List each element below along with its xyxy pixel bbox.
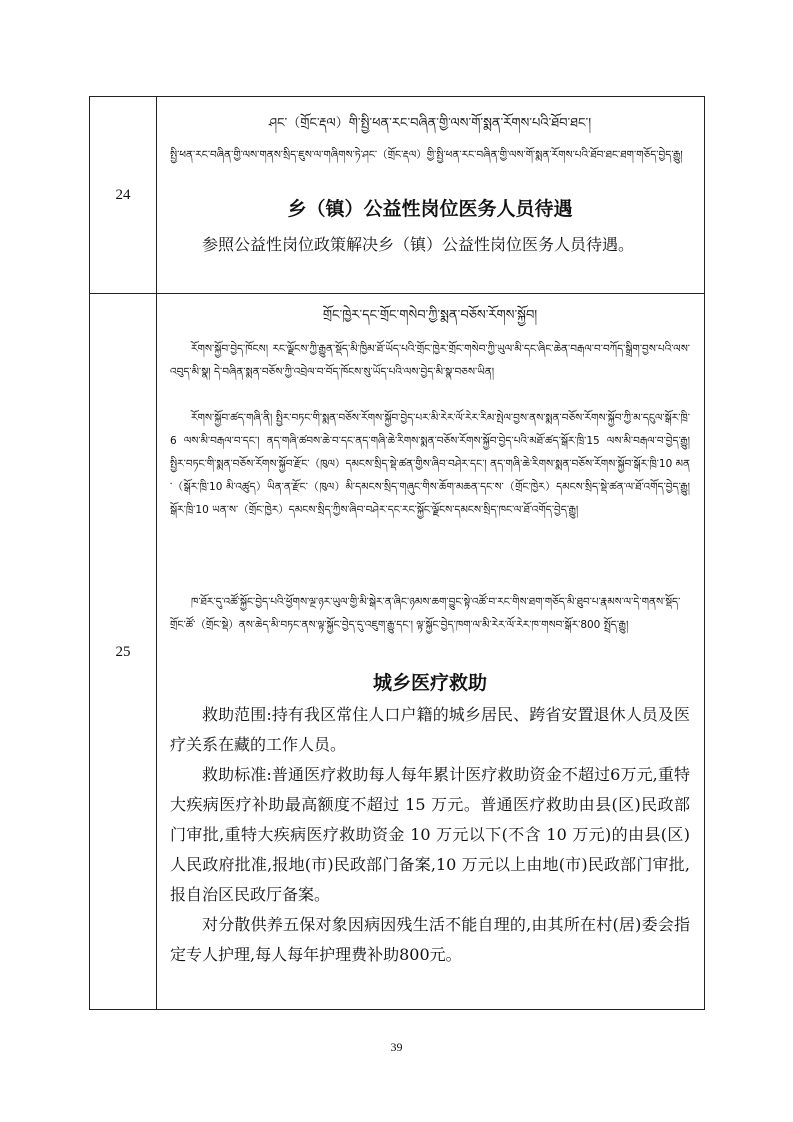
benefits-table [89,96,705,1010]
row-content [156,97,704,293]
chinese-paragraph: 对分散供养五保对象因病因残生活不能自理的,由其所在村(居)委会指定专人护理,每人每年护理费补助800元。 [170,915,690,964]
tibetan-paragraph: སྤྱི་ཕན་རང་བཞིན་གྱི་ལས་གནས་སྲིད་ཇུས་ལ་གཞིགས་ཏེ་ཤང་（གྲོང་རྡལ）གྱི་སྤྱི་ཕན་རང་བཞིན་གྱི་ལས་གོ་སྨན་རོགས་པའི་ཐོབ་ཐང་ཐག་གཅོད་བྱེད་རྒྱུ། [170,149,683,161]
chinese-paragraph: 救助标准:普通医疗救助每人每年累计医疗救助资金不超过6万元,重特大疾病医疗补助最高额度不超过 15 万元。普通医疗救助由县(区)民政部门审批,重特大疾病医疗救助资金 10 万元以下(不含 10 万元)的由县(区)人民政府批准,报地(市)民政部门备案,10 万元以上由地(市)民政部门审批,报自治区民政厅备案。 [170,765,690,904]
tibetan-heading: གྲོང་ཁྱེར་དང་གྲོང་གསེབ་ཀྱི་སྨན་བཅོས་རོགས་སྐྱོབ། [322,308,538,323]
page-number: 39 [390,1040,403,1054]
chinese-heading: 乡（镇）公益性岗位医务人员待遇 [287,198,573,220]
row-number: 25 [90,294,157,1010]
chinese-paragraph: 参照公益性岗位政策解决乡（镇）公益性岗位医务人员待遇。 [202,235,635,254]
table-row [90,97,704,294]
tibetan-paragraph: ཁ་ཐོར་དུ་འཚོ་སྐྱོང་བྱེད་པའི་ཕྱོགས་ལྔ་ཉར་ཡུལ་གྱི་མི་སྒེར་ན་ཞིང་ཉམས་ཆག་བྱུང་སྟེ་འཚོ་བ་རང་གིས་ཐག་གཅོད་མི་ཐུབ་པ་རྣམས་ལ་དེ་གནས་སྡོད་གྲོང་ཚོ་（གྲོང་སྡེ）ནས་ཆེད་མི་བཏང་ནས་ལྟ་སྐྱོང་བྱེད་དུ་འཇུག་རྒྱུ་དང་། ལྟ་སྐྱོང་བྱེད་ཁག་ལ་མི་རེར་ལོ་རེར་ཁ་གསབ་སྒོར་800 སྤྲོད་རྒྱུ། [170,596,681,631]
tibetan-paragraph: རོགས་སྐྱོབ་ཚད་གཞི་ནི། སྤྱིར་བཏང་གི་སྨན་བཅོས་རོགས་སྐྱོབ་བྱེད་པར་མི་རེར་ལོ་རེར་རིམ་སྤེལ་བྱས་ནས་སྨན་བཅོས་རོགས་སྐྱོབ་ཀྱི་མ་དངུལ་སྒོར་ཁྲི་6 ལས་མི་བརྒལ་བ་དང་། ནད་གཞི་ཚབས་ཆེ་བ་དང་ནད་གཞི་ཆེ་རིགས་སྨན་བཅོས་རོགས་སྐྱོབ་བྱེད་པའི་མཐོ་ཚད་སྒོར་ཁྲི་15 ལས་མི་བརྒལ་བ་བྱེད་རྒྱུ། སྤྱིར་བཏང་གི་སྨན་བཅོས་རོགས་སྐྱོབ་རྫོང་（ཁུལ）དམངས་སྲིད་སྡེ་ཚན་གྱིས་ཞིབ་བཤེར་དང་། ནད་གཞི་ཆེ་རིགས་སྨན་བཅོས་རོགས་སྐྱོབ་སྒོར་ཁྲི་10 མན་（སྒོར་ཁྲི་10 མི་འཚུད）ཡིན་ན་རྫོང་（ཁུལ）མི་དམངས་སྲིད་གཞུང་གིས་ཆོག་མཆན་དང་ས་（གྲོང་ཁྱེར）དམངས་སྲིད་སྡེ་ཚན་ལ་ཐོ་འགོད་བྱེད་རྒྱུ། སྒོར་ཁྲི་10 ཡན་ས་（གྲོང་ཁྱེར）དམངས་སྲིད་ཀྱིས་ཞིབ་བཤེར་དང་རང་སྐྱོང་ལྗོངས་དམངས་སྲིད་ཁང་ལ་ཐོ་འགོད་བྱེད་རྒྱུ། [170,412,690,516]
table-row [90,294,704,1010]
row-content [156,294,704,1010]
chinese-heading: 城乡医疗救助 [372,672,487,694]
chinese-paragraph: 救助范围:持有我区常住人口户籍的城乡居民、跨省安置退休人员及医疗关系在藏的工作人员。 [170,705,690,754]
row-number: 24 [90,97,157,293]
tibetan-heading: ཤང་（གྲོང་རྡལ）གི་སྤྱི་ཕན་རང་བཞིན་གྱི་ལས་གོ་སྨན་རོགས་པའི་ཐོབ་ཐང་། [268,116,592,131]
tibetan-paragraph: རོགས་སྐྱོབ་བྱེད་ཁོངས། རང་ལྗོངས་ཀྱི་རྒྱུན་སྡོད་མི་ཁྱིམ་ཐོ་ཡོད་པའི་གྲོང་ཁྱེར་གྲོང་གསེབ་ཀྱི་ཡུལ་མི་དང་ཞིང་ཆེན་བརྒལ་བ་བཀོད་སྒྲིག་བྱས་པའི་ལས་འབུད་མི་སྣ། དེ་བཞིན་སྨན་བཅོས་ཀྱི་འབྲེལ་བ་བོད་ཁོངས་སུ་ཡོད་པའི་ལས་བྱེད་མི་སྣ་བཅས་ཡིན། [170,343,690,378]
